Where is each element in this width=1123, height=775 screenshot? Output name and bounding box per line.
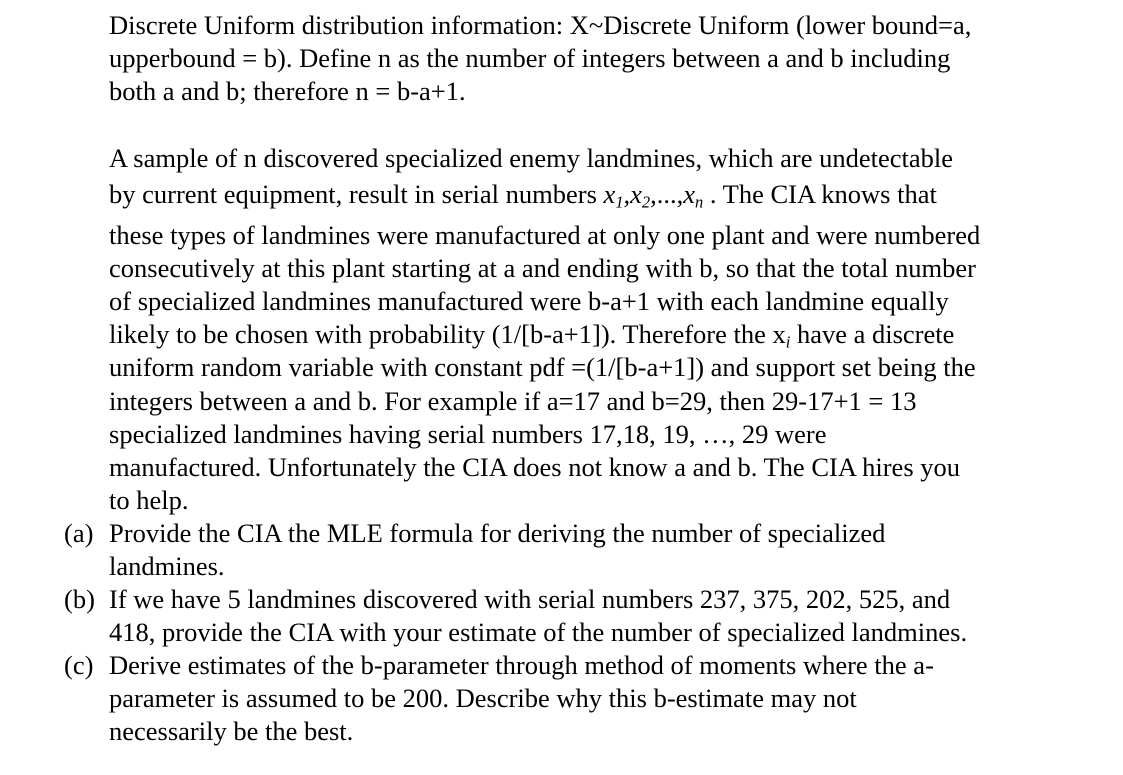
intro-line: upperbound = b). Define n as the number of integers between a and b including bbox=[109, 43, 951, 73]
question-marker-b: (b) bbox=[64, 584, 95, 614]
scenario-line-xi bbox=[109, 319, 955, 352]
scenario-line: uniform random variable with constant pdf =(1/[b-a+1]) and support set being the bbox=[109, 352, 976, 382]
scenario-text: have a discrete bbox=[790, 319, 955, 349]
question-marker-a: (a) bbox=[64, 518, 94, 548]
scenario-line: integers between a and b. For example if a=17 and b=29, then 29-17+1 = 13 bbox=[109, 386, 917, 416]
question-marker-c: (c) bbox=[64, 650, 94, 680]
scenario-line: specialized landmines having serial numbers 17,18, 19, …, 29 were bbox=[109, 419, 827, 449]
scenario-line: manufactured. Unfortunately the CIA does not know a and b. The CIA hires you bbox=[109, 452, 961, 482]
scenario-line: A sample of n discovered specialized enemy landmines, which are undetectable bbox=[109, 143, 954, 173]
scenario-text: likely to be chosen with probability (1/[b-a+1]). Therefore the x bbox=[109, 319, 786, 349]
serial-variable: x bbox=[603, 179, 616, 209]
serial-subscript: n bbox=[695, 192, 704, 212]
serial-subscript: 1 bbox=[615, 192, 624, 212]
serial-ellipsis: ,..., bbox=[650, 179, 684, 209]
scenario-line-serials: by current equipment, result in serial numbers $x_1,x_2,...,x_n$ . The CIA knows that bbox=[109, 179, 937, 212]
scenario-line: these types of landmines were manufactured at only one plant and were numbered bbox=[109, 220, 981, 250]
question-c-line: parameter is assumed to be 200. Describe why this b-estimate may not bbox=[109, 683, 857, 713]
question-b-line: 418, provide the CIA with your estimate of the number of specialized landmines. bbox=[109, 617, 968, 647]
scenario-text: by current equipment, result in serial numbers bbox=[109, 179, 604, 209]
serial-variable: x bbox=[683, 179, 696, 209]
intro-line: Discrete Uniform distribution information: X~Discrete Uniform (lower bound=a, bbox=[109, 10, 972, 40]
scenario-line: consecutively at this plant starting at a and ending with b, so that the total number bbox=[109, 253, 976, 283]
scenario-line: of specialized landmines manufactured were b-a+1 with each landmine equally bbox=[109, 286, 949, 316]
question-c-line: necessarily be the best. bbox=[109, 716, 354, 746]
serial-variable: x bbox=[630, 179, 642, 209]
scenario-text: . The CIA knows that bbox=[703, 179, 937, 209]
question-b-line: If we have 5 landmines discovered with serial numbers 237, 375, 202, 525, and bbox=[109, 584, 951, 614]
question-c-line: Derive estimates of the b-parameter through method of moments where the a- bbox=[109, 650, 934, 680]
intro-line: both a and b; therefore n = b-a+1. bbox=[109, 76, 466, 106]
scenario-line: to help. bbox=[109, 485, 189, 515]
question-a-line: landmines. bbox=[109, 551, 225, 581]
xi-subscript: i bbox=[785, 332, 791, 352]
question-a-line: Provide the CIA the MLE formula for deriving the number of specialized bbox=[109, 518, 886, 548]
serial-subscript: 2 bbox=[641, 192, 651, 212]
